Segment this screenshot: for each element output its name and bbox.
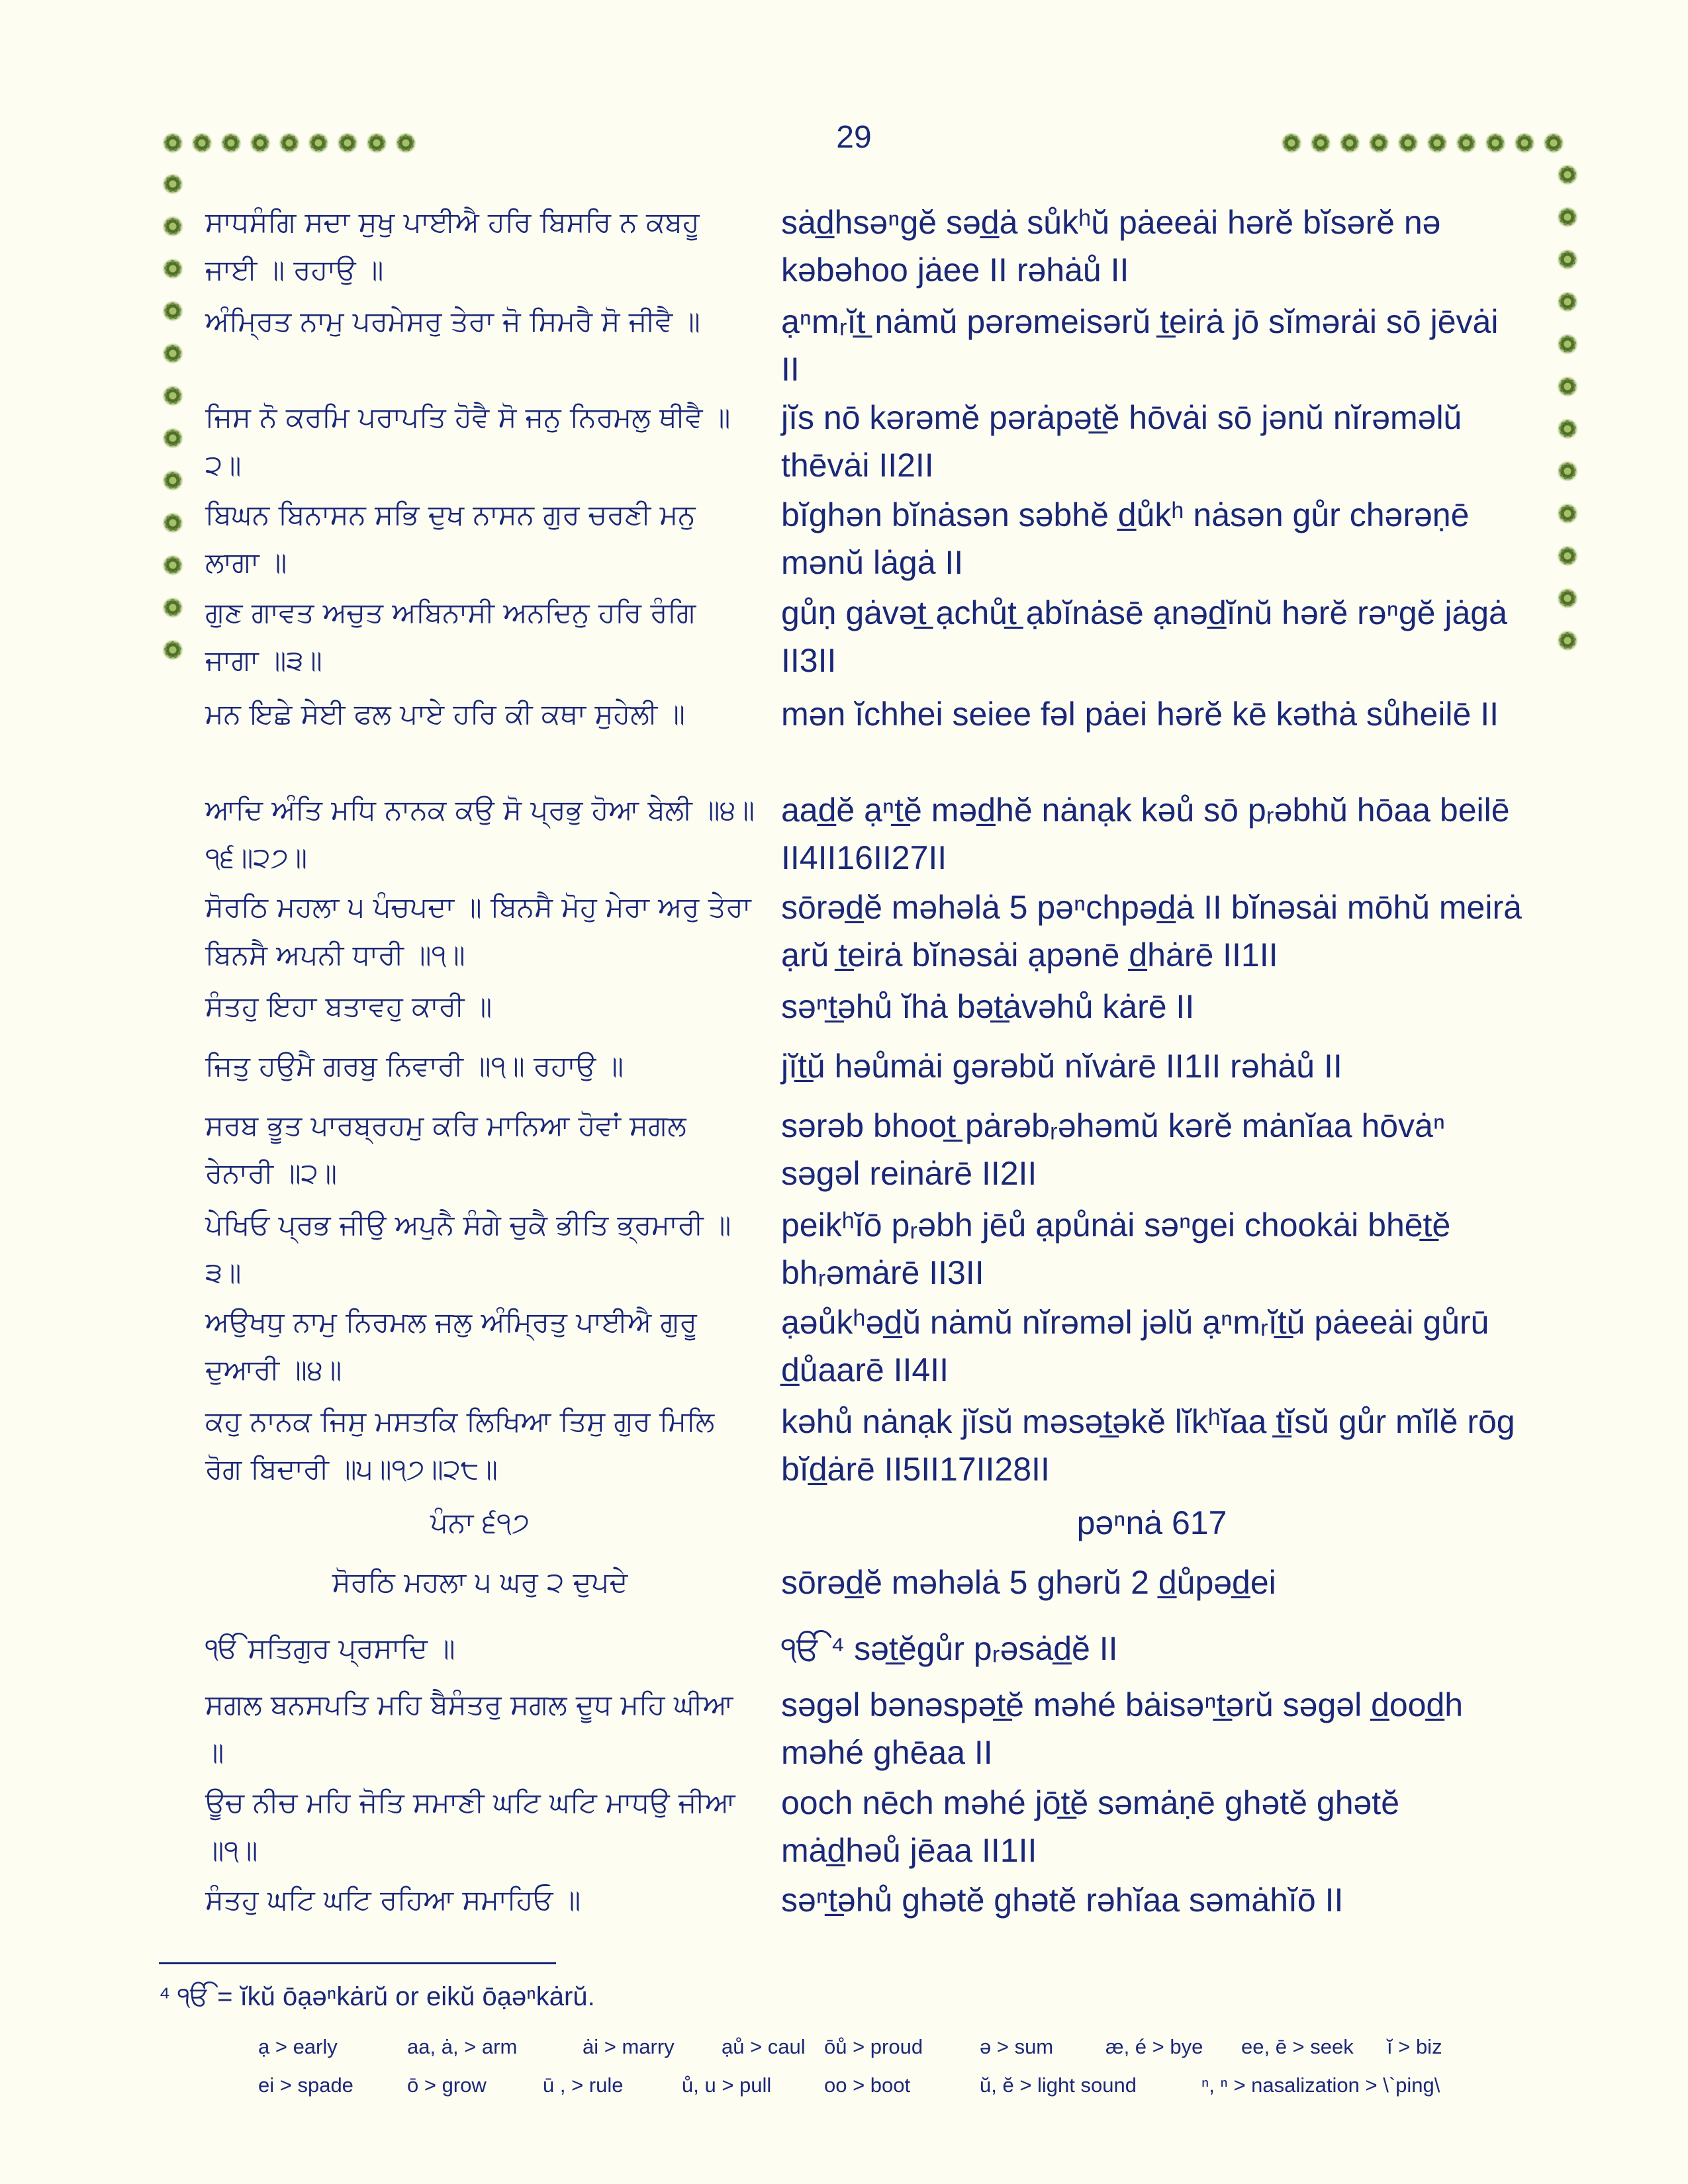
legend-item: ⁿ, ⁿ > nasalization > \`ping\ bbox=[1201, 2073, 1440, 2097]
page-reference-transliteration: pəⁿnȧ 617 bbox=[1076, 1504, 1227, 1541]
flower-ornament-icon bbox=[162, 597, 183, 618]
verse-transliteration: bĭghən bĭnȧsən səbhĕ d̲ůkʰ nȧsən gůr chərəṇē mənŭ lȧgȧ II bbox=[781, 496, 1470, 581]
verse-gurmukhi: ੴ ਸਤਿਗੁਰ ਪ੍ਰਸਾਦਿ ॥ bbox=[205, 1632, 455, 1664]
verse-transliteration: jĭt̲ŭ həůmȧi gərəbŭ nĭvȧrē II1II rəhȧů II bbox=[781, 1048, 1342, 1085]
verse-transliteration: ạⁿmᵣĭt̲ nȧmŭ pərəmeisərŭ t̲eirȧ jō sĭmərȧi sō jēvȧi II bbox=[781, 303, 1499, 388]
verse-transliteration: kəhů nȧnạk jĭsŭ məsət̲əkĕ lĭkʰĭaa t̲ĭsŭ gůr mĭlĕ rōg bĭd̲ȧrē II5II17II28II bbox=[781, 1403, 1515, 1488]
flower-ornament-icon bbox=[162, 428, 183, 449]
legend-item: ei > spade bbox=[258, 2073, 353, 2097]
verse-gurmukhi: ਜਿਸ ਨੋ ਕਰਮਿ ਪਰਾਪਤਿ ਹੋਵੈ ਸੋ ਜਨੁ ਨਿਰਮਲੁ ਥੀਵੈ ॥੨॥ bbox=[205, 401, 731, 481]
legend-item: ə > sum bbox=[980, 2035, 1054, 2058]
flower-ornament-icon bbox=[337, 132, 358, 154]
flower-ornament-icon bbox=[1543, 132, 1564, 154]
flower-ornament-icon bbox=[162, 173, 183, 195]
flower-ornament-icon bbox=[1557, 376, 1578, 397]
flower-ornament-icon bbox=[162, 258, 183, 279]
flower-ornament-icon bbox=[366, 132, 387, 154]
flower-ornament-icon bbox=[1557, 630, 1578, 651]
flower-ornament-icon bbox=[162, 470, 183, 491]
flower-ornament-icon bbox=[1456, 132, 1477, 154]
verse-gurmukhi: ਮਨ ਇਛੇ ਸੇਈ ਫਲ ਪਾਏ ਹਰਿ ਕੀ ਕਥਾ ਸੁਹੇਲੀ ॥ bbox=[205, 698, 685, 730]
flower-ornament-icon bbox=[1557, 249, 1578, 270]
verse-transliteration: sərəb bhoot̲ pȧrəbᵣəhəmŭ kərĕ mȧnĭaa hōvȧⁿ səgəl reinȧrē II2II bbox=[781, 1107, 1446, 1192]
flower-ornament-icon bbox=[1397, 132, 1419, 154]
legend-item: æ, é > bye bbox=[1105, 2035, 1203, 2058]
flower-ornament-icon bbox=[162, 343, 183, 364]
flower-ornament-icon bbox=[162, 132, 183, 154]
flower-ornament-icon bbox=[162, 512, 183, 533]
verse-gurmukhi: ਕਹੁ ਨਾਨਕ ਜਿਸੁ ਮਸਤਕਿ ਲਿਖਿਆ ਤਿਸੁ ਗੁਰ ਮਿਲਿ ਰੋਗ ਬਿਦਾਰੀ ॥੫॥੧੭॥੨੮॥ bbox=[205, 1405, 715, 1485]
flower-ornament-icon bbox=[162, 385, 183, 406]
flower-ornament-icon bbox=[1557, 418, 1578, 439]
flower-ornament-icon bbox=[1368, 132, 1389, 154]
flower-ornament-icon bbox=[1310, 132, 1331, 154]
verse-transliteration: ੴ ⁴ sət̲ĕgůr pᵣəsȧd̲ĕ II bbox=[781, 1630, 1118, 1667]
flower-ornament-icon bbox=[308, 132, 329, 154]
verse-transliteration: ạəůkʰəd̲ŭ nȧmŭ nĭrəməl jəlŭ ạⁿmᵣĭt̲ŭ pȧeeȧi gůrū d̲ůaarē II4II bbox=[781, 1304, 1489, 1388]
verse-transliteration: mən ĭchhei seiee fəl pȧei hərĕ kē kəthȧ sůheilē II bbox=[781, 696, 1499, 733]
flower-ornament-icon bbox=[1339, 132, 1360, 154]
flower-ornament-icon bbox=[1557, 334, 1578, 355]
flower-ornament-icon bbox=[1557, 588, 1578, 609]
verse-gurmukhi: ਸੰਤਹੁ ਘਟਿ ਘਟਿ ਰਹਿਆ ਸਮਾਹਿਓ ॥ bbox=[205, 1884, 581, 1916]
verse-transliteration: ooch nēch məhé jōt̲ĕ səmȧṇē ghətĕ ghətĕ mȧd̲həů jēaa II1II bbox=[781, 1784, 1400, 1869]
flower-ornament-icon bbox=[191, 132, 212, 154]
flower-ornament-icon bbox=[1557, 164, 1578, 185]
page-number: 29 bbox=[836, 120, 872, 155]
footnote: ⁴ ੴ = ĭkŭ ōạəⁿkȧrŭ or eikŭ ōạəⁿkȧrŭ. bbox=[159, 1982, 595, 2011]
verse-gurmukhi: ਬਿਘਨ ਬਿਨਾਸਨ ਸਭਿ ਦੁਖ ਨਾਸਨ ਗੁਰ ਚਰਣੀ ਮਨੁ ਲਾਗਾ ॥ bbox=[205, 498, 696, 578]
legend-item: ee, ē > seek bbox=[1241, 2035, 1354, 2058]
verse-transliteration: sȧd̲hsəⁿgĕ səd̲ȧ sůkʰŭ pȧeeȧi hərĕ bĭsərĕ nə kəbəhoo jȧee II rəhȧů II bbox=[781, 204, 1441, 289]
verse-transliteration: aad̲ĕ ạⁿt̲ĕ məd̲hĕ nȧnạk kəů sō pᵣəbhŭ hōaa beilē II4II16II27II bbox=[781, 792, 1510, 876]
legend-item: ĭ > biz bbox=[1387, 2035, 1442, 2058]
verse-transliteration: səgəl bənəspət̲ĕ məhé bȧisəⁿt̲ərŭ səgəl d̲ood̲h məhé ghēaa II bbox=[781, 1686, 1464, 1771]
verse-transliteration: sōrəd̲ĕ məhəlȧ 5 pəⁿchpəd̲ȧ II bĭnəsȧi mōhŭ meirȧ ạrŭ t̲eirȧ bĭnəsȧi ạpənē d̲hȧrē II1II bbox=[781, 889, 1522, 974]
footnote-divider bbox=[159, 1962, 556, 1964]
verse-gurmukhi: ਜਿਤੁ ਹਉਮੈ ਗਰਬੁ ਨਿਵਾਰੀ ॥੧॥ ਰਹਾਉ ॥ bbox=[205, 1050, 624, 1082]
verse-gurmukhi: ਸਰਬ ਭੂਤ ਪਾਰਬ੍ਰਹਮੁ ਕਰਿ ਮਾਨਿਆ ਹੋਵਾਂ ਸਗਲ ਰੇਨਾਰੀ ॥੨॥ bbox=[205, 1109, 686, 1189]
verse-transliteration: səⁿt̲əhů ĭhȧ bət̲ȧvəhů kȧrē II bbox=[781, 988, 1195, 1025]
legend-item: aa, ȧ, > arm bbox=[407, 2035, 518, 2058]
flower-ornament-icon bbox=[1427, 132, 1448, 154]
flower-ornament-icon bbox=[1557, 461, 1578, 482]
flower-ornament-icon bbox=[1557, 291, 1578, 312]
verse-transliteration: səⁿt̲əhů ghətĕ ghətĕ rəhĭaa səmȧhĭō II bbox=[781, 1882, 1344, 1919]
legend-item: ŭ, ĕ > light sound bbox=[980, 2073, 1137, 2097]
verse-gurmukhi: ਸਾਧਸੰਗਿ ਸਦਾ ਸੁਖੁ ਪਾਈਐ ਹਰਿ ਬਿਸਰਿ ਨ ਕਬਹੂ ਜਾਈ ॥ ਰਹਾਉ ॥ bbox=[205, 206, 700, 286]
verse-gurmukhi: ਅਉਖਧੁ ਨਾਮੁ ਨਿਰਮਲ ਜਲੁ ਅੰਮ੍ਰਿਤੁ ਪਾਈਐ ਗੁਰੂ ਦੁਆਰੀ ॥੪॥ bbox=[205, 1306, 697, 1386]
flower-ornament-icon bbox=[1557, 545, 1578, 567]
flower-ornament-icon bbox=[1514, 132, 1535, 154]
verse-gurmukhi: ਸੰਤਹੁ ਇਹਾ ਬਤਾਵਹੁ ਕਾਰੀ ॥ bbox=[205, 990, 492, 1023]
verse-transliteration: peikʰĭō pᵣəbh jēů ạpůnȧi səⁿgei chookȧi bhēt̲ĕ bhᵣəmȧrē II3II bbox=[781, 1206, 1451, 1291]
legend-item: ạů > caul bbox=[722, 2035, 806, 2058]
flower-ornament-icon bbox=[162, 555, 183, 576]
verse-gurmukhi: ਸਗਲ ਬਨਸਪਤਿ ਮਹਿ ਬੈਸੰਤਰੁ ਸਗਲ ਦੂਧ ਮਹਿ ਘੀਆ ॥ bbox=[205, 1688, 733, 1768]
verse-gurmukhi: ਅੰਮ੍ਰਿਤ ਨਾਮੁ ਪਰਮੇਸਰੁ ਤੇਰਾ ਜੋ ਸਿਮਰੈ ਸੋ ਜੀਵੈ ॥ bbox=[205, 305, 700, 338]
flower-ornament-icon bbox=[220, 132, 242, 154]
flower-ornament-icon bbox=[1485, 132, 1506, 154]
verse-transliteration: gůṇ gȧvət̲ ạchůt̲ ạbĭnȧsē ạnəd̲ĭnŭ hərĕ rəⁿgĕ jȧgȧ II3II bbox=[781, 594, 1507, 679]
flower-ornament-icon bbox=[395, 132, 416, 154]
legend-item: ō > grow bbox=[407, 2073, 487, 2097]
legend-item: ū , > rule bbox=[543, 2073, 624, 2097]
flower-ornament-icon bbox=[250, 132, 271, 154]
legend-item: ȧi > marry bbox=[583, 2035, 675, 2058]
flower-ornament-icon bbox=[1557, 503, 1578, 524]
legend-item: oo > boot bbox=[824, 2073, 911, 2097]
page-reference-gurmukhi: ਪੰਨਾ ੬੧੭ bbox=[430, 1506, 530, 1539]
flower-ornament-icon bbox=[162, 300, 183, 322]
verse-gurmukhi: ਸੋਰਠਿ ਮਹਲਾ ੫ ਪੰਚਪਦਾ ॥ ਬਿਨਸੈ ਮੋਹੁ ਮੇਰਾ ਅਰੁ ਤੇਰਾ ਬਿਨਸੈ ਅਪਨੀ ਧਾਰੀ ॥੧॥ bbox=[205, 891, 751, 971]
flower-ornament-icon bbox=[279, 132, 300, 154]
verse-gurmukhi: ਆਦਿ ਅੰਤਿ ਮਧਿ ਨਾਨਕ ਕਉ ਸੋ ਪ੍ਰਭੁ ਹੋਆ ਬੇਲੀ ॥੪॥੧੬॥੨੭॥ bbox=[205, 794, 755, 874]
flower-ornament-icon bbox=[162, 216, 183, 237]
verse-transliteration: jĭs nō kərəmĕ pərȧpət̲ĕ hōvȧi sō jənŭ nĭrəməlŭ thēvȧi II2II bbox=[781, 399, 1462, 484]
section-heading-gurmukhi: ਸੋਰਠਿ ਮਹਲਾ ੫ ਘਰੁ ੨ ਦੁਪਦੇ bbox=[332, 1566, 628, 1598]
flower-ornament-icon bbox=[162, 639, 183, 660]
flower-ornament-icon bbox=[1557, 206, 1578, 228]
verse-gurmukhi: ਪੇਖਿਓ ਪ੍ਰਭ ਜੀਉ ਅਪੁਨੈ ਸੰਗੇ ਚੁਕੈ ਭੀਤਿ ਭ੍ਰਮਾਰੀ ॥੩॥ bbox=[205, 1208, 731, 1289]
legend-item: ů, u > pull bbox=[682, 2073, 772, 2097]
flower-ornament-icon bbox=[1281, 132, 1302, 154]
section-heading-transliteration: sōrəd̲ĕ məhəlȧ 5 ghərŭ 2 d̲ůpəd̲ei bbox=[781, 1564, 1276, 1601]
legend-item: ōů > proud bbox=[824, 2035, 923, 2058]
verse-gurmukhi: ਊਚ ਨੀਚ ਮਹਿ ਜੋਤਿ ਸਮਾਣੀ ਘਟਿ ਘਟਿ ਮਾਧਉ ਜੀਆ ॥੧॥ bbox=[205, 1786, 735, 1866]
legend-item: ạ > early bbox=[258, 2035, 338, 2058]
verse-gurmukhi: ਗੁਣ ਗਾਵਤ ਅਚੁਤ ਅਬਿਨਾਸੀ ਅਨਦਿਨੁ ਹਰਿ ਰੰਗਿ ਜਾਗਾ ॥੩॥ bbox=[205, 596, 696, 676]
